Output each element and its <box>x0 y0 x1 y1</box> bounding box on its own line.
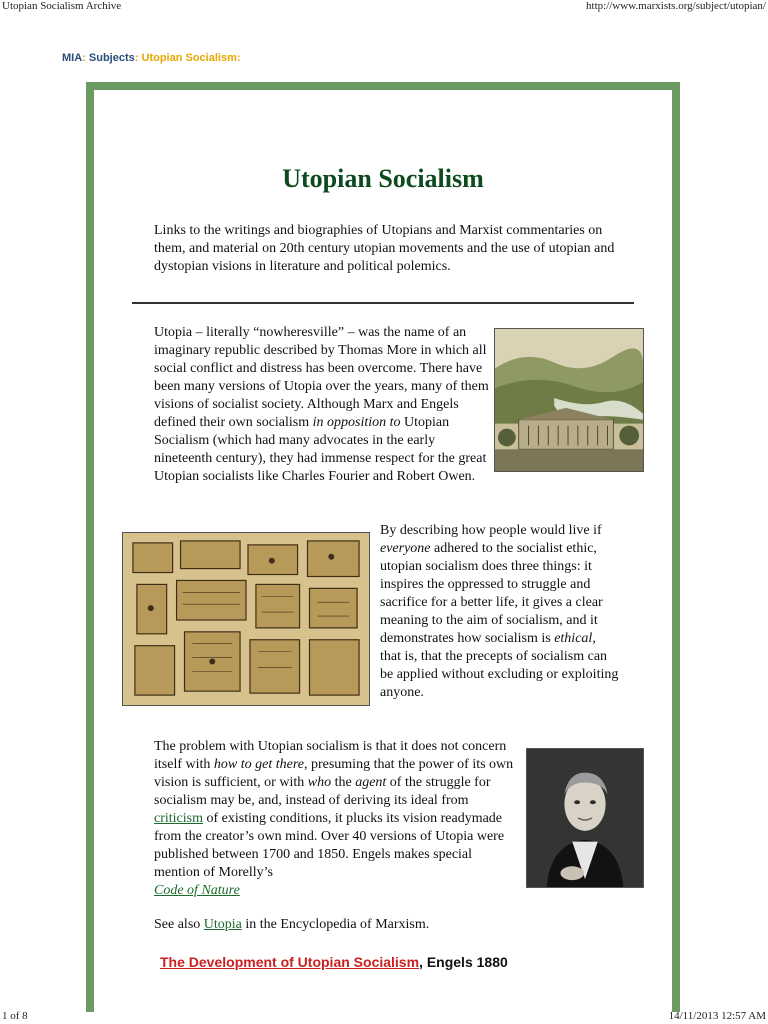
p1-emphasis: in opposition to <box>312 415 401 430</box>
print-footer <box>0 1010 768 1024</box>
criticism-link[interactable]: criticism <box>154 811 203 826</box>
p3-emphasis-agent: agent <box>355 775 387 790</box>
p3-text-d: of the struggle for socialism may be, and, instead of deriving its ideal from <box>154 775 491 808</box>
breadcrumb-subjects-link[interactable]: Subjects <box>88 52 135 64</box>
development-of-utopian-socialism-link[interactable]: The Development of Utopian Socialism <box>160 954 420 970</box>
p2-emphasis-ethical: ethical <box>554 631 593 646</box>
p3-text-c: the <box>331 775 356 790</box>
p2-emphasis-everyone: everyone <box>380 541 431 556</box>
divider <box>132 302 634 304</box>
p2-text-a: By describing how people would live if <box>380 523 602 538</box>
print-header-url: http://www.marxists.org/subject/utopian/ <box>586 0 766 12</box>
breadcrumb-separator: : <box>82 52 86 64</box>
utopian-ethic-paragraph <box>380 522 620 702</box>
p1-text-b: Utopian Socialism (which had many advocates in the early nineteenth century), they had immense respect for the great Utopian socialists like Charles Fourier and Robert Owen. <box>154 415 487 484</box>
p2-text-c: , that is, that the precepts of socialism can be applied without excluding or exploiting anyone. <box>380 631 619 700</box>
utopia-definition-paragraph <box>154 324 494 486</box>
breadcrumb-separator: : <box>134 52 139 64</box>
print-header-title: Utopian Socialism Archive <box>2 0 122 12</box>
p2-text-b: adhered to the socialist ethic, utopian socialism does three things: it inspires the oppressed to struggle and sacrifice for a better life, it gives a clear meaning to the aim of socialism, and it demonstrates how socialism is <box>380 541 603 646</box>
p3-text-e: of existing conditions, it plucks its vision readymade from the creator’s own mind. Over 40 versions of Utopia were published between 1700 and 1850. Engels makes special mention of Morelly’s <box>154 811 505 880</box>
breadcrumb-current: Utopian Socialism: <box>141 52 241 64</box>
problem-paragraph <box>154 738 514 900</box>
page-count: 1 of 8 <box>2 1010 28 1022</box>
page-title: Utopian Socialism <box>282 164 484 193</box>
factory-landscape-image <box>494 328 644 472</box>
see-also-text-a: See also <box>154 917 204 932</box>
see-also-line <box>154 916 554 934</box>
p3-emphasis-how: how to get there <box>213 757 304 772</box>
breadcrumb-mia-link[interactable]: MIA <box>62 52 83 64</box>
p3-text-b: , presuming that the power of its own vision is sufficient, or with <box>154 757 514 790</box>
p3-text-a: The problem with Utopian socialism is that it does not concern itself with <box>154 739 507 772</box>
breadcrumb <box>62 52 241 64</box>
print-header <box>0 0 768 14</box>
p3-emphasis-who: who <box>307 775 332 790</box>
content-frame <box>86 82 680 1012</box>
development-line <box>160 954 580 970</box>
utopia-encyclopedia-link[interactable]: Utopia <box>203 917 242 932</box>
code-of-nature-link[interactable]: Code of Nature <box>154 883 240 898</box>
old-city-map-image <box>122 532 370 706</box>
print-timestamp: 14/11/2013 12:57 AM <box>668 1010 766 1022</box>
intro-paragraph: Links to the writings and biographies of Utopians and Marxist commentaries on them, and material on 20th century utopian movements and the use of utopian and dystopian visions in literature and political polemics. <box>154 223 615 274</box>
development-attribution: , Engels 1880 <box>419 954 508 970</box>
p1-text-a: Utopia – literally “nowheresville” – was the name of an imaginary republic described by Thomas More in which all social conflict and distress has been overcome. There have been many versions of Utopia over the years, many of them visions of socialist society. Although Marx and Engels defined their own socialism <box>154 325 489 430</box>
portrait-image <box>526 748 644 888</box>
see-also-text-b: in the Encyclopedia of Marxism. <box>241 917 430 932</box>
